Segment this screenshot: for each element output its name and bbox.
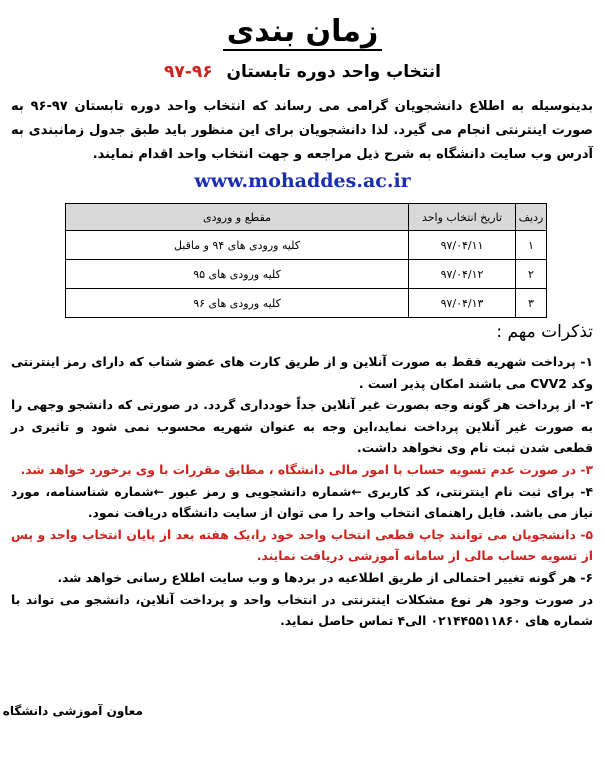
schedule-table [65, 203, 547, 318]
cell-date: ۹۷/۰۴/۱۱ [409, 231, 516, 260]
table-row [66, 231, 547, 260]
intro-paragraph: بدینوسیله به اطلاع دانشجویان گرامی می رساند که انتخاب واحد دوره تابستان ۹۷-۹۶ به صورت اینترنتی انجام می گیرد. لذا دانشجویان برای این منظور باید طبق جدول زمانبندی به آدرس وب سایت دانشگاه به شرح ذیل مراجعه و جهت انتخاب واحد اقدام نمایند. [11, 99, 593, 162]
cell-date: ۹۷/۰۴/۱۳ [409, 289, 516, 318]
cell-level: کلیه ورودی های ۹۵ [66, 260, 409, 289]
table-header-row [66, 204, 547, 231]
cell-row-number: ۱ [516, 231, 547, 260]
note-item-warning: ۳- در صورت عدم تسویه حساب با امور مالی دانشگاه ، مطابق مقررات با وی برخورد خواهد شد. [20, 462, 593, 477]
page-title-text: زمان بندی [223, 14, 383, 51]
note-item: ۱- پرداخت شهریه فقط به صورت آنلاین و از طریق کارت های عضو شتاب که دارای رمز اینترنتی وکد CVV2 می باشند امکان پذیر است . [11, 355, 593, 391]
note-contact: در صورت وجود هر نوع مشکلات اینترنتی در انتخاب واحد و پرداخت آنلاین، دانشجو می تواند با شماره های ۰۲۱۴۴۵۵۱۱۸۶۰ الی۴ تماس حاصل نماید. [11, 592, 593, 629]
table-row [66, 289, 547, 318]
subtitle-year: ۹۶-۹۷ [164, 62, 213, 82]
cell-level: کلیه ورودی های ۹۴ و ماقبل [66, 231, 409, 260]
website-link[interactable]: www.mohaddes.ac.ir [194, 170, 411, 192]
header-level: مقطع و ورودی [66, 204, 409, 231]
signature: معاون آموزشی دانشگاه [2, 704, 143, 718]
cell-row-number: ۳ [516, 289, 547, 318]
header-date: تاریخ انتخاب واحد [409, 204, 516, 231]
note-item-warning: ۵- دانشجویان می توانند چاپ قطعی انتخاب واحد خود را،یک هفته بعد از پایان انتخاب واحد و پس از تسویه حساب مالی از سامانه آموزشی دریافت نمایند. [11, 527, 593, 564]
notes-heading: تذکرات مهم : [496, 322, 593, 342]
header-row-number: ردیف [516, 204, 547, 231]
notes-list [11, 352, 593, 633]
note-item: ۲- از پرداخت هر گونه وجه بصورت غیر آنلاین جداً خودداری گردد. در صورتی که دانشجو وجهی را به صورت غیر آنلاین پرداخت نماید،این وجه به عنوان شهریه محسوب نمی شود و تاثیری در قطعی شدن ثبت نام وی نخواهد داشت. [11, 398, 593, 456]
page-subtitle [0, 62, 605, 82]
table-row [66, 260, 547, 289]
note-item: ۶- هر گونه تغییر احتمالی از طریق اطلاعیه در بردها و وب سایت اطلاع رسانی خواهد شد. [57, 570, 593, 585]
cell-date: ۹۷/۰۴/۱۲ [409, 260, 516, 289]
page-title [0, 14, 605, 49]
note-item: ۴- برای ثبت نام اینترنتی، کد کاربری ←شماره دانشجویی و رمز عبور ←شماره شناسنامه، مورد نیاز می باشد. فایل راهنمای انتخاب واحد را می توان از سایت دانشگاه دریافت نمود. [11, 484, 593, 521]
subtitle-text: انتخاب واحد دوره تابستان [226, 62, 441, 82]
cell-level: کلیه ورودی های ۹۶ [66, 289, 409, 318]
cell-row-number: ۲ [516, 260, 547, 289]
